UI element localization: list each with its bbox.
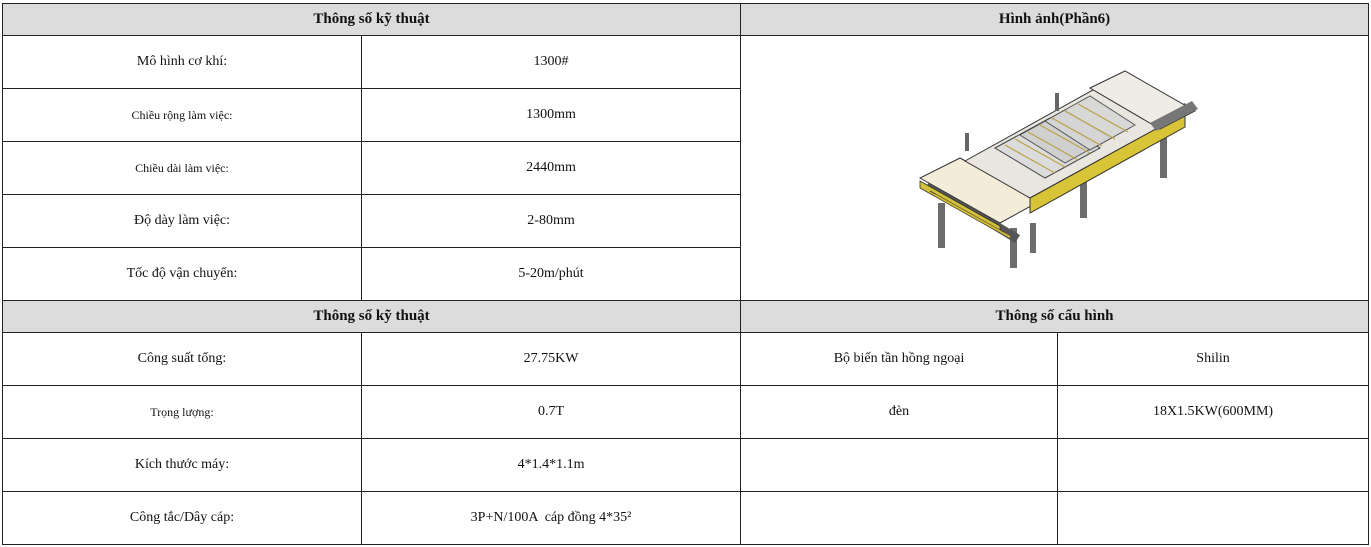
spec-label: Công suất tổng: xyxy=(3,333,362,386)
table-row xyxy=(3,492,1369,545)
spec-label: Độ dày làm việc: xyxy=(3,195,362,248)
table-row xyxy=(3,386,1369,439)
spec-sheet xyxy=(2,3,1368,545)
config-name xyxy=(741,492,1058,545)
config-value xyxy=(1058,492,1369,545)
spec-label: Trọng lượng: xyxy=(3,386,362,439)
table-row xyxy=(3,36,1369,89)
config-name: Bộ biến tần hồng ngoại xyxy=(741,333,1058,386)
spec-label: Chiều rộng làm việc: xyxy=(3,89,362,142)
config-header: Thông số cấu hình xyxy=(741,301,1369,333)
spec-value: 5-20m/phút xyxy=(362,248,741,301)
spec-value: 2440mm xyxy=(362,142,741,195)
spec-value: 4*1.4*1.1m xyxy=(362,439,741,492)
config-value: 18X1.5KW(600MM) xyxy=(1058,386,1369,439)
spec-label: Mô hình cơ khí: xyxy=(3,36,362,89)
spec-value: 27.75KW xyxy=(362,333,741,386)
spec-label: Tốc độ vận chuyển: xyxy=(3,248,362,301)
spec-value: 3P+N/100A cáp đồng 4*35² xyxy=(362,492,741,545)
spec-header: Thông số kỹ thuật xyxy=(3,301,741,333)
spec-value: 0.7T xyxy=(362,386,741,439)
config-value xyxy=(1058,439,1369,492)
spec-value: 2-80mm xyxy=(362,195,741,248)
config-value: Shilin xyxy=(1058,333,1369,386)
table-row xyxy=(3,333,1369,386)
spec-table xyxy=(2,3,1369,545)
image-header: Hình ảnh(Phần6) xyxy=(741,4,1369,36)
machine-photo-icon xyxy=(910,63,1200,273)
machine-image-cell xyxy=(741,36,1369,301)
config-name: đèn xyxy=(741,386,1058,439)
spec-label: Công tắc/Dây cáp: xyxy=(3,492,362,545)
spec-label: Kích thước máy: xyxy=(3,439,362,492)
table-row xyxy=(3,439,1369,492)
spec-value: 1300mm xyxy=(362,89,741,142)
section1-header-row xyxy=(3,4,1369,36)
section2-header-row xyxy=(3,301,1369,333)
spec-label: Chiều dài làm việc: xyxy=(3,142,362,195)
spec-value: 1300# xyxy=(362,36,741,89)
config-name xyxy=(741,439,1058,492)
spec-header: Thông số kỹ thuật xyxy=(3,4,741,36)
